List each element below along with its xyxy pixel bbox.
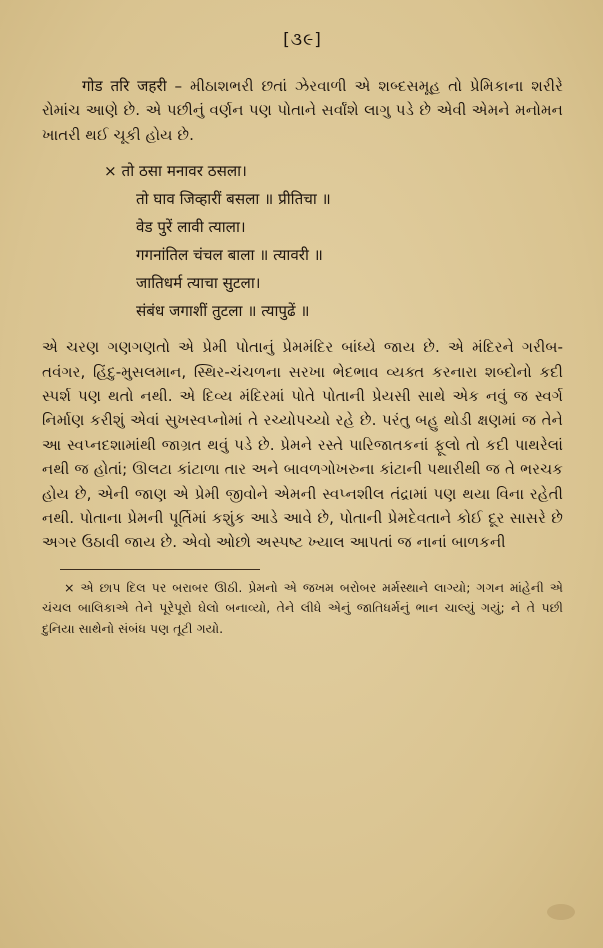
marathi-verse — [104, 157, 563, 325]
page-number: [૩૯] — [283, 30, 322, 50]
paragraph-main: એ ચરણ ગણગણતો એ પ્રેમી પોતાનું પ્રેમમંદિર બાંધ્યે જાય છે. એ મંદિરને ગરીબ-તવંગર, હિંદુ-મુસલમાન, સ્થિર-ચંચળના સરખા ભેદભાવ વ્યક્ત કરનારા શબ્દોનો કદી સ્પર્શ પણ થતો નથી. એ દિવ્ય મંદિરમાં પોતે પોતાની પ્રેયસી સાથે એક નવું જ સ્વર્ગ નિર્માણ કરીશું એવાં સુખસ્વપ્નોમાં તે રચ્યોપચ્યો રહે છે. પરંતુ બહુ થોડી ક્ષણમાં જ તેને આ સ્વપ્નદશામાંથી જાગ્રત થવું પડે છે. પ્રેમને રસ્તે પારિજાતકનાં ફૂલો તો કદી પાથરેલાં નથી જ હોતાં; ઊલટા કાંટાળા તાર અને બાવળગોખરુના કાંટાની પથારીથી જ તે ભરચક હોય છે, એની જાણ એ પ્રેમી જીવોને એમની સ્વપ્નશીલ તંદ્રામાં પણ થયા વિના રહેતી નથી. પોતાના પ્રેમની પૂર્તિમાં કશુંક આડે આવે છે, પોતાની પ્રેમદેવતાને કોઈ દૂર સાસરે છે અગર ઉઠાવી જાય છે. એવો ઓછો અસ્પષ્ટ ખ્યાલ આપતાં જ નાનાં બાળકની — [42, 338, 563, 552]
verse-line-5: जातिधर्म त्याचा सुटला। — [136, 274, 261, 293]
verse-line-2: तो घाव जिव्हारीं बसला ॥ प्रीतिचा ॥ — [136, 190, 331, 209]
verse-line-1: × तो ठसा मनावर ठसला। — [104, 162, 247, 181]
footnote-divider — [60, 569, 260, 570]
verse-line-6: संबंध जगाशीं तुटला ॥ त्यापुढें ॥ — [136, 302, 310, 321]
verse-line-4: गगनांतिल चंचल बाला ॥ त्यावरी ॥ — [136, 246, 323, 265]
paragraph-intro: गोड तरि जहरी – મીઠાશભરી છતાં ઝેરવાળી એ શબ્દસમૂહ તો પ્રેમિકાના શરીરે રોમાંચ આણે છે. એ પછીનું વર્ણન પણ પોતાને સર્વાંશે લાગુ પડે છે એવી એમને મનોમન ખાતરી થઈ ચૂકી હોય છે. — [42, 77, 563, 144]
footnote: × એ છાપ દિલ પર બરાબર ઊઠી. પ્રેમનો એ જખમ બરોબર મર્મસ્થાને લાગ્યો; ગગન માંહેની એ ચંચલ બાલિકાએ તેને પૂરેપૂરો ઘેલો બનાવ્યો, તેને લીધે એનું જાતિધર્મનું ભાન ચાલ્યું ગયું; ને તે પછી દુનિયા સાથેનો સંબંધ પણ તૂટી ગયો. — [42, 579, 563, 636]
verse-line-3: वेड पुरें लावी त्याला। — [136, 218, 246, 237]
paper-smudge — [547, 904, 575, 920]
